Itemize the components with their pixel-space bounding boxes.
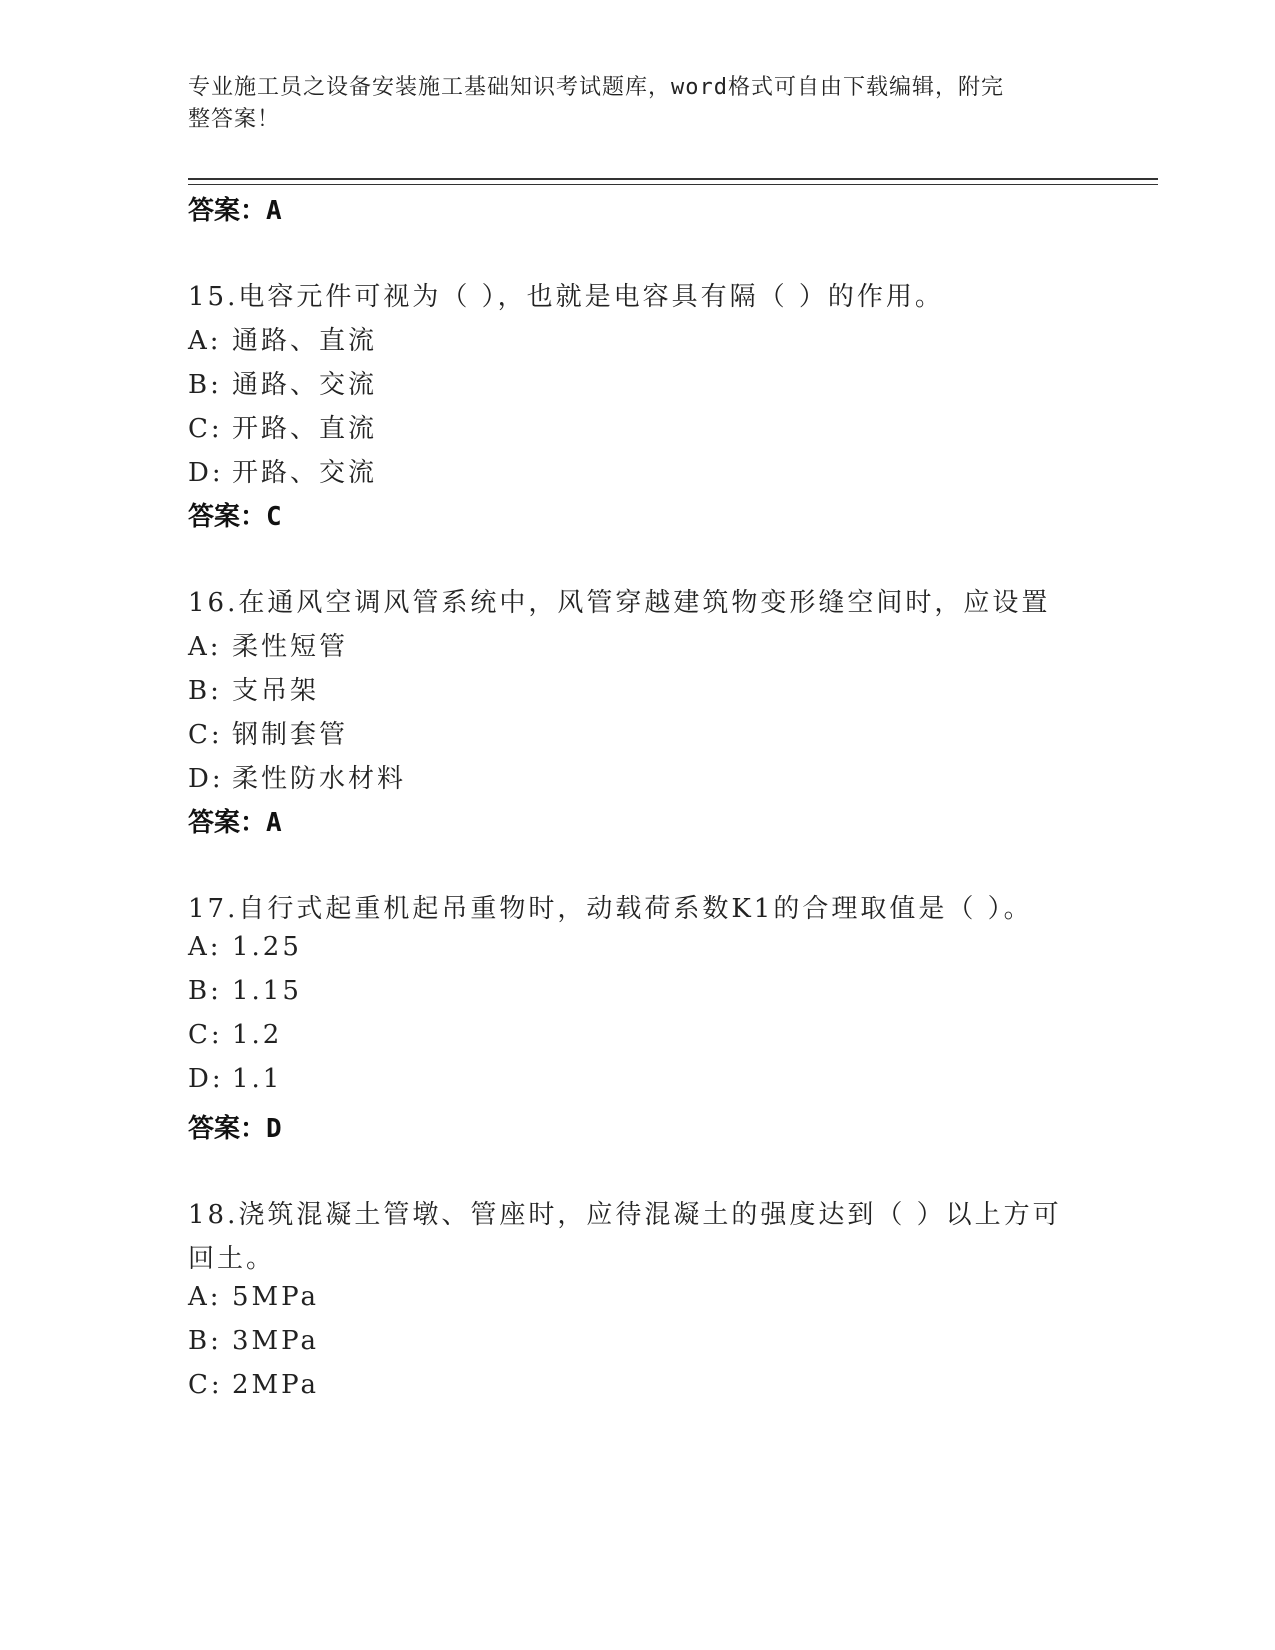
question-16-option-a xyxy=(188,626,348,663)
option-letter: A: xyxy=(188,632,222,662)
option-letter: D: xyxy=(188,458,224,488)
option-letter: D: xyxy=(188,764,224,794)
header-divider-thin xyxy=(188,184,1158,185)
option-letter: B: xyxy=(188,1326,222,1356)
option-text: 2MPa xyxy=(232,1370,319,1400)
answer-line: 答案：A xyxy=(188,196,282,226)
header-line-2: 整答案！ xyxy=(188,107,281,132)
question-17-text: 17.自行式起重机起吊重物时，动载荷系数K1的合理取值是（ ）。 xyxy=(188,894,1033,924)
option-text: 开路、直流 xyxy=(232,414,378,444)
header-divider-thick xyxy=(188,178,1158,180)
option-letter: D: xyxy=(188,1064,224,1094)
question-18-option-c xyxy=(188,1370,319,1400)
question-15-option-d xyxy=(188,452,377,489)
question-18-option-a xyxy=(188,1282,319,1312)
document-header xyxy=(188,72,1068,136)
question-16-option-d xyxy=(188,758,406,795)
question-17-option-a xyxy=(188,932,302,962)
option-letter: C: xyxy=(188,720,223,750)
option-letter: A: xyxy=(188,1282,222,1312)
question-18-text-line-2: 回土。 xyxy=(188,1244,276,1274)
question-18-option-b xyxy=(188,1326,319,1356)
option-letter: C: xyxy=(188,414,223,444)
option-text: 通路、交流 xyxy=(232,370,378,400)
question-17-answer: 答案：D xyxy=(188,1114,282,1144)
option-text: 开路、交流 xyxy=(232,458,378,488)
option-text: 柔性短管 xyxy=(232,632,349,662)
question-16-option-c xyxy=(188,714,348,751)
option-letter: B: xyxy=(188,370,222,400)
question-15-option-a xyxy=(188,320,377,357)
option-letter: A: xyxy=(188,326,222,356)
question-15-option-b xyxy=(188,364,377,401)
header-line-1: 专业施工员之设备安装施工基础知识考试题库，word格式可自由下载编辑，附完 xyxy=(188,75,1004,100)
option-text: 3MPa xyxy=(232,1326,319,1356)
option-text: 柔性防水材料 xyxy=(232,764,407,794)
question-16-text: 16.在通风空调风管系统中，风管穿越建筑物变形缝空间时，应设置 xyxy=(188,588,1051,618)
option-text: 1.15 xyxy=(232,976,302,1006)
option-text: 5MPa xyxy=(232,1282,319,1312)
option-letter: C: xyxy=(188,1370,223,1400)
option-text: 支吊架 xyxy=(232,676,320,706)
option-text: 钢制套管 xyxy=(232,720,349,750)
option-letter: A: xyxy=(188,932,222,962)
option-letter: C: xyxy=(188,1020,223,1050)
question-17-option-b xyxy=(188,976,302,1006)
question-16-option-b xyxy=(188,670,319,707)
question-17-option-c xyxy=(188,1020,282,1050)
option-letter: B: xyxy=(188,676,222,706)
option-letter: B: xyxy=(188,976,222,1006)
option-text: 通路、直流 xyxy=(232,326,378,356)
question-17-option-d xyxy=(188,1064,282,1094)
question-15-text: 15.电容元件可视为（ ），也就是电容具有隔（ ）的作用。 xyxy=(188,282,944,312)
option-text: 1.2 xyxy=(232,1020,283,1050)
question-18-text-line-1: 18.浇筑混凝土管墩、管座时，应待混凝土的强度达到（ ）以上方可 xyxy=(188,1200,1062,1230)
question-16-answer: 答案：A xyxy=(188,808,282,838)
question-15-option-c xyxy=(188,408,377,445)
option-text: 1.1 xyxy=(232,1064,283,1094)
option-text: 1.25 xyxy=(232,932,302,962)
question-15-answer: 答案：C xyxy=(188,502,282,532)
